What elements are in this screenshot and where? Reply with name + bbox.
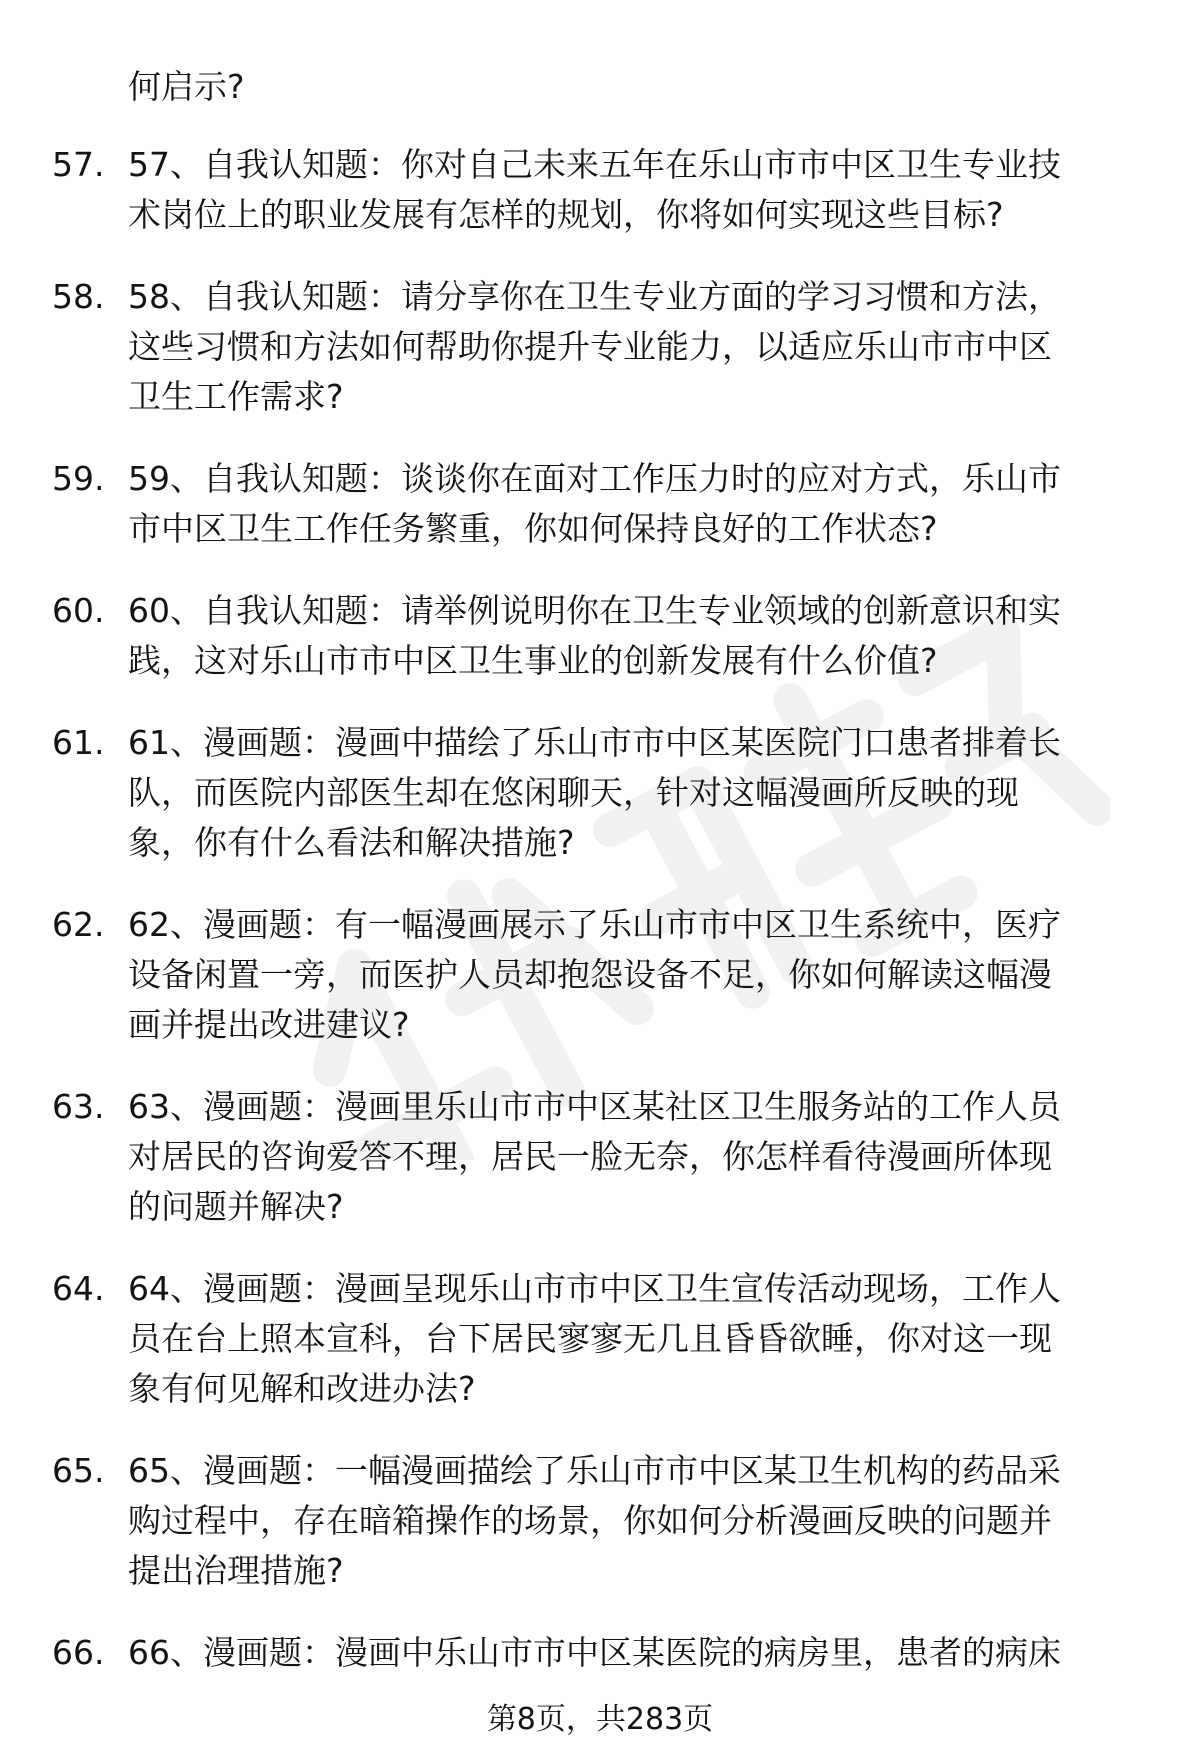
question-list [0, 140, 1200, 1710]
question-number: 64. [52, 1269, 105, 1308]
question-text-line: 购过程中，存在暗箱操作的场景，你如何分析漫画反映的问题并 [128, 1501, 1052, 1540]
question-number: 58. [52, 277, 105, 316]
question-text-line: 画并提出改进建议? [128, 1005, 410, 1044]
question-item [0, 1082, 1200, 1232]
question-number: 60. [52, 591, 105, 630]
question-item [0, 718, 1200, 868]
question-item [0, 586, 1200, 686]
question-text-line: 60、自我认知题：请举例说明你在卫生专业领域的创新意识和实 [128, 591, 1061, 630]
page-footer: 第8页，共283页 [486, 1702, 714, 1737]
question-text-line: 的问题并解决? [128, 1187, 344, 1226]
question-number: 62. [52, 905, 105, 944]
question-text-line: 这些习惯和方法如何帮助你提升专业能力，以适应乐山市市中区 [128, 327, 1052, 366]
question-text-line: 设备闲置一旁，而医护人员却抱怨设备不足，你如何解读这幅漫 [128, 955, 1052, 994]
question-text-line: 62、漫画题：有一幅漫画展示了乐山市市中区卫生系统中，医疗 [128, 905, 1061, 944]
question-number: 57. [52, 145, 105, 184]
question-text-line: 66、漫画题：漫画中乐山市市中区某医院的病房里，患者的病床 [128, 1633, 1061, 1672]
question-text-line: 员在台上照本宣科，台下居民寥寥无几且昏昏欲睡，你对这一现 [128, 1319, 1052, 1358]
question-text-line: 64、漫画题：漫画呈现乐山市市中区卫生宣传活动现场，工作人 [128, 1269, 1061, 1308]
question-item [0, 140, 1200, 240]
question-number: 61. [52, 723, 105, 762]
question-text-line: 提出治理措施? [128, 1551, 344, 1590]
question-text-line: 63、漫画题：漫画里乐山市市中区某社区卫生服务站的工作人员 [128, 1087, 1061, 1126]
question-item [0, 272, 1200, 422]
question-item [0, 1628, 1200, 1678]
question-text-line: 市中区卫生工作任务繁重，你如何保持良好的工作状态? [128, 509, 938, 548]
question-text-line: 践，这对乐山市市中区卫生事业的创新发展有什么价值? [128, 641, 938, 680]
question-text-line: 象，你有什么看法和解决措施? [128, 823, 575, 862]
question-item [0, 1264, 1200, 1414]
question-text-line: 卫生工作需求? [128, 377, 344, 416]
question-number: 59. [52, 459, 105, 498]
question-item [0, 1446, 1200, 1596]
question-number: 63. [52, 1087, 105, 1126]
question-number: 65. [52, 1451, 105, 1490]
question-text-line: 对居民的咨询爱答不理，居民一脸无奈，你怎样看待漫画所体现 [128, 1137, 1052, 1176]
question-text-line: 65、漫画题：一幅漫画描绘了乐山市市中区某卫生机构的药品采 [128, 1451, 1061, 1490]
question-text-line: 61、漫画题：漫画中描绘了乐山市市中区某医院门口患者排着长 [128, 723, 1061, 762]
question-number: 66. [52, 1633, 105, 1672]
question-item [0, 454, 1200, 554]
continuation-text: 何启示? [128, 67, 245, 106]
question-text-line: 59、自我认知题：谈谈你在面对工作压力时的应对方式，乐山市 [128, 459, 1061, 498]
question-text-line: 58、自我认知题：请分享你在卫生专业方面的学习习惯和方法， [128, 277, 1061, 316]
question-text-line: 象有何见解和改进办法? [128, 1369, 476, 1408]
question-text-line: 57、自我认知题：你对自己未来五年在乐山市市中区卫生专业技 [128, 145, 1061, 184]
question-text-line: 队，而医院内部医生却在悠闲聊天，针对这幅漫画所反映的现 [128, 773, 1019, 812]
question-item [0, 900, 1200, 1050]
question-text-line: 术岗位上的职业发展有怎样的规划，你将如何实现这些目标? [128, 195, 1004, 234]
